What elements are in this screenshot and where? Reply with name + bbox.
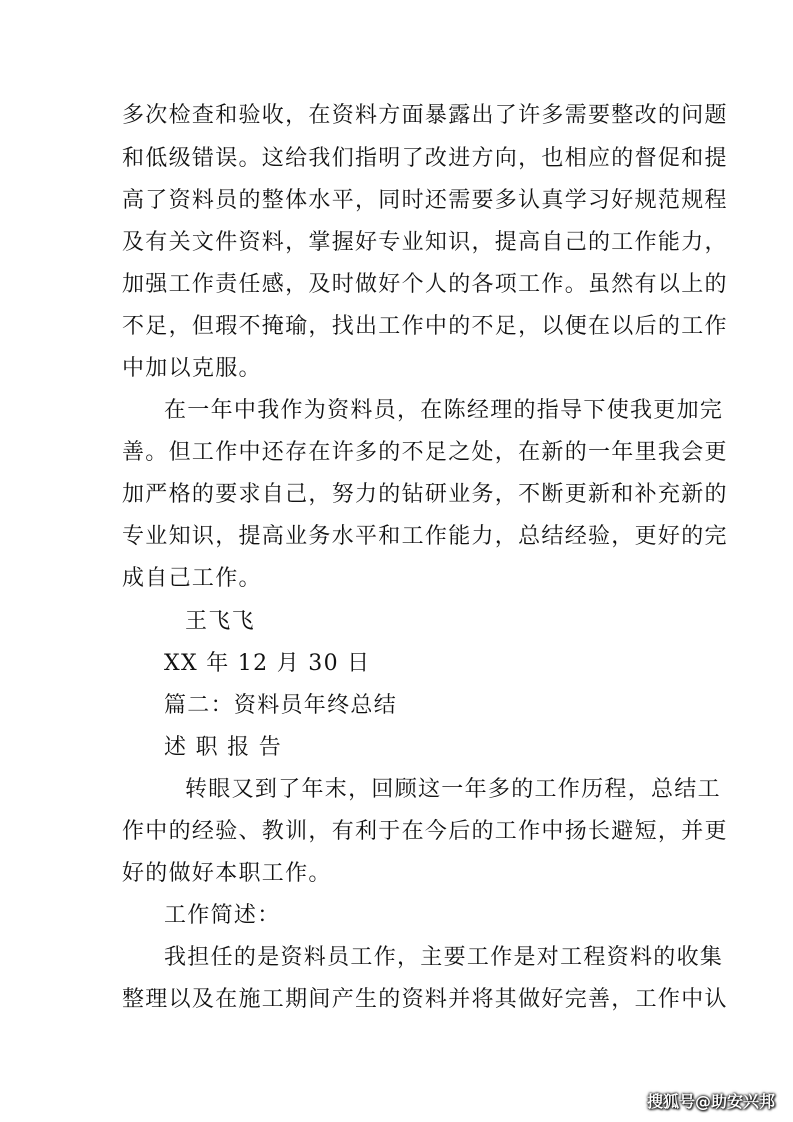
paragraph-line: 中加以克服。 <box>122 356 262 381</box>
paragraph-line: 好的做好本职工作。 <box>122 861 332 886</box>
paragraph-line: 高了资料员的整体水平，同时还需要多认真学习好规范规程 <box>122 188 728 213</box>
paragraph-line: 及有关文件资料，掌握好专业知识，提高自己的工作能力， <box>122 230 728 255</box>
signature-name: 王飞飞 <box>185 609 255 634</box>
subsection-heading: 工作简述： <box>164 903 281 928</box>
paragraph-line: 不足，但瑕不掩瑜，找出工作中的不足，以便在以后的工作 <box>122 314 728 339</box>
paragraph-line: 成自己工作。 <box>122 566 262 591</box>
paragraph-line: 在一年中我作为资料员，在陈经理的指导下使我更加完 <box>164 398 724 423</box>
paragraph-line: 作中的经验、教训，有利于在今后的工作中扬长避短，并更 <box>122 819 728 844</box>
paragraph-line: 多次检查和验收，在资料方面暴露出了许多需要整改的问题 <box>122 103 728 128</box>
paragraph-line: 转眼又到了年末，回顾这一年多的工作历程，总结工 <box>185 777 721 802</box>
report-title: 述 职 报 告 <box>164 735 283 760</box>
watermark-text: 搜狐号@助安兴邦 <box>646 1092 775 1111</box>
paragraph-line: 我担任的是资料员工作，主要工作是对工程资料的收集 <box>164 945 724 970</box>
paragraph-line: 和低级错误。这给我们指明了改进方向，也相应的督促和提 <box>122 146 728 171</box>
paragraph-line: 善。但工作中还存在许多的不足之处，在新的一年里我会更 <box>122 440 728 465</box>
section-heading: 篇二：资料员年终总结 <box>164 693 398 718</box>
paragraph-line: 加严格的要求自己，努力的钻研业务，不断更新和补充新的 <box>122 482 728 507</box>
signature-date: XX 年 12 月 30 日 <box>164 651 371 676</box>
paragraph-line: 加强工作责任感，及时做好个人的各项工作。虽然有以上的 <box>122 272 728 297</box>
paragraph-line: 整理以及在施工期间产生的资料并将其做好完善，工作中认 <box>122 987 728 1012</box>
paragraph-line: 专业知识，提高业务水平和工作能力，总结经验，更好的完 <box>122 524 728 549</box>
